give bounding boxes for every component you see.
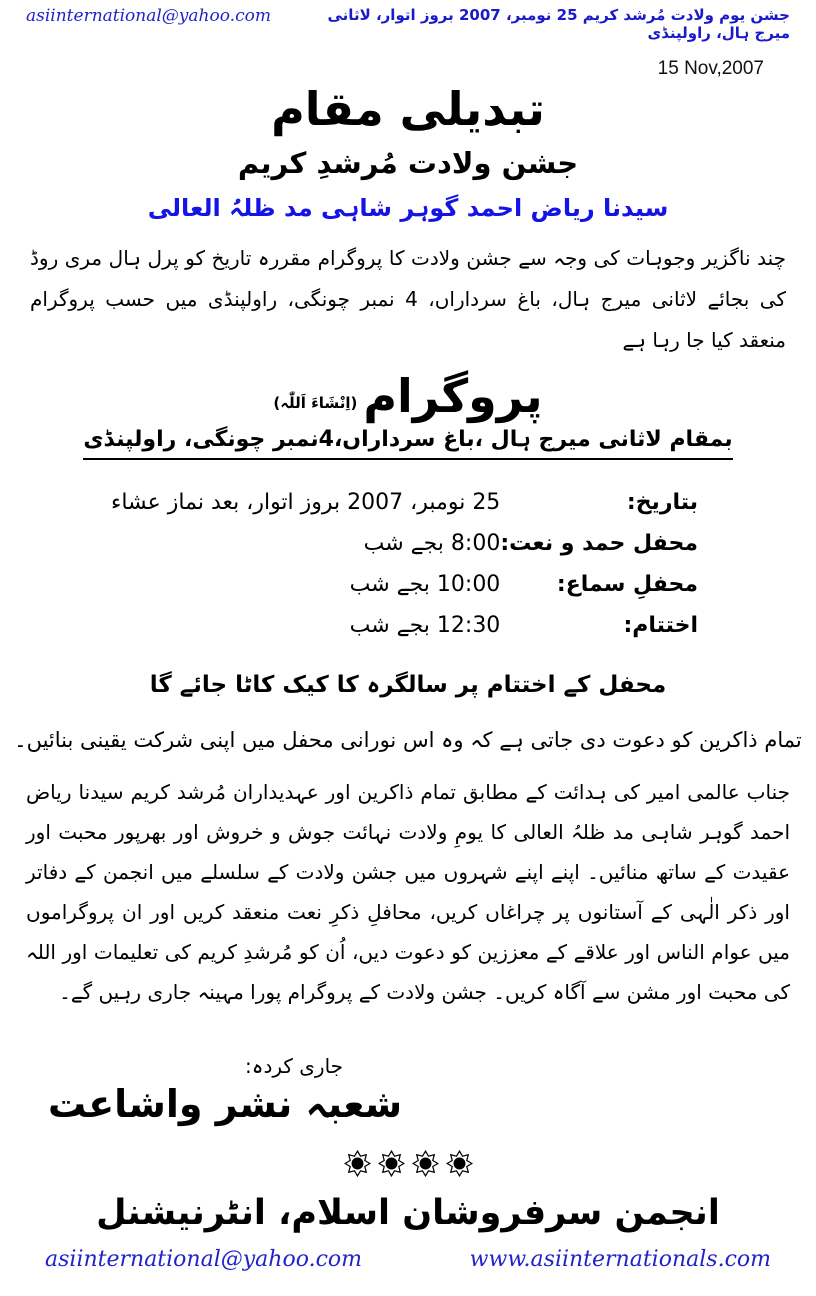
venue-line-wrap — [0, 427, 816, 460]
schedule-value: 25 نومبر، 2007 بروز اتوار، بعد نماز عشاء — [111, 490, 501, 515]
page-header — [0, 0, 816, 42]
star-ornament-row — [0, 1150, 816, 1177]
event-subtitle: جشن ولادت مُرشدِ کریم — [237, 146, 579, 180]
table-row — [111, 564, 698, 605]
footer-website-link[interactable]: www.asiinternationals.com — [469, 1247, 771, 1272]
organization-title: انجمن سرفروشان اسلام، انٹرنیشنل — [96, 1193, 720, 1233]
issued-by-label: جاری کردہ: — [245, 1054, 344, 1078]
schedule-value: 8:00 بجے شب — [363, 531, 501, 556]
footer-email-link[interactable]: asiinternational@yahoo.com — [45, 1247, 362, 1272]
invitation-line: تمام ذاکرین کو دعوت دی جاتی ہے کہ وہ اس نورانی محفل میں اپنی شرکت یقینی بنائیں۔ — [14, 728, 802, 752]
star-ornament-icon — [446, 1150, 473, 1177]
schedule-value: 12:30 بجے شب — [349, 613, 501, 638]
department-signature: شعبہ نشر واشاعت — [48, 1082, 403, 1126]
issue-date: 15 Nov,2007 — [657, 58, 764, 79]
table-row — [111, 605, 698, 646]
schedule-value: 10:00 بجے شب — [349, 572, 501, 597]
star-ornament-icon — [344, 1150, 371, 1177]
program-title: پروگرام — [363, 369, 543, 423]
cake-cutting-line: محفل کے اختتام پر سالگرہ کا کیک کاٹا جائے گا — [149, 672, 667, 698]
header-event-line: جشن یوم ولادت مُرشد کریم 25 نومبر، 2007 بروز اتوار، لاثانی میرج ہال، راولپنڈی — [327, 6, 790, 42]
program-heading — [0, 369, 816, 423]
table-row — [111, 482, 698, 523]
star-ornament-icon — [378, 1150, 405, 1177]
page-footer — [0, 1247, 816, 1296]
schedule-label: محفلِ سماع: — [556, 572, 698, 597]
schedule-label: اختتام: — [623, 613, 698, 638]
schedule-label: محفل حمد و نعت: — [500, 531, 698, 556]
instructions-paragraph: جناب عالمی امیر کی ہدائت کے مطابق تمام ذاکرین اور عہدیداران مُرشد کریم سیدنا ریاض احمد گوہر شاہی مد ظلہُ العالی کا یومِ ولادت نہائت جوش و خروش اور بھرپور محبت اور عقیدت کے ساتھ منائیں۔ اپنے اپنے شہروں میں جشن ولادت کے سلسلے میں انجمن کے دفاتر اور ذکر الٰہی کے آستانوں پر چراغاں کریں، محافلِ ذکرِ نعت منعقد کریں اور ان پروگراموں میں عوام الناس اور علاقے کے معززین کو دعوت دیں، اُن کو مُرشدِ کریم کی تعلیمات اور اللہ کی محبت اور مشن سے آگاہ کریں۔ جشن ولادت کے پروگرام پورا مہینہ جاری رہیں گے۔ — [26, 780, 790, 1004]
venue-change-paragraph: چند ناگزیر وجوہات کی وجہ سے جشن ولادت کا پروگرام مقررہ تاریخ کو پرل ہال مری روڈ کی بجائے لاثانی میرج ہال، باغ سرداراں، 4 نمبر چونگی، راولپنڈی میں حسب پروگرام منعقد کیا جا رہا ہے — [30, 246, 786, 352]
inshallah-note: (اِنْشَاءَ اَللّٰہ) — [273, 394, 358, 412]
schedule-label: بتاریخ: — [626, 490, 698, 515]
honoree-name: سیدنا ریاض احمد گوہر شاہی مد ظلہُ العالی — [147, 194, 669, 222]
program-schedule — [111, 482, 698, 646]
table-row — [111, 523, 698, 564]
header-email-link[interactable]: asiinternational@yahoo.com — [26, 6, 271, 26]
venue-line: بمقام لاثانی میرج ہال ،باغ سرداراں،4نمبر چونگی، راولپنڈی — [83, 427, 732, 460]
page-title: تبدیلی مقام — [271, 82, 545, 136]
star-ornament-icon — [412, 1150, 439, 1177]
